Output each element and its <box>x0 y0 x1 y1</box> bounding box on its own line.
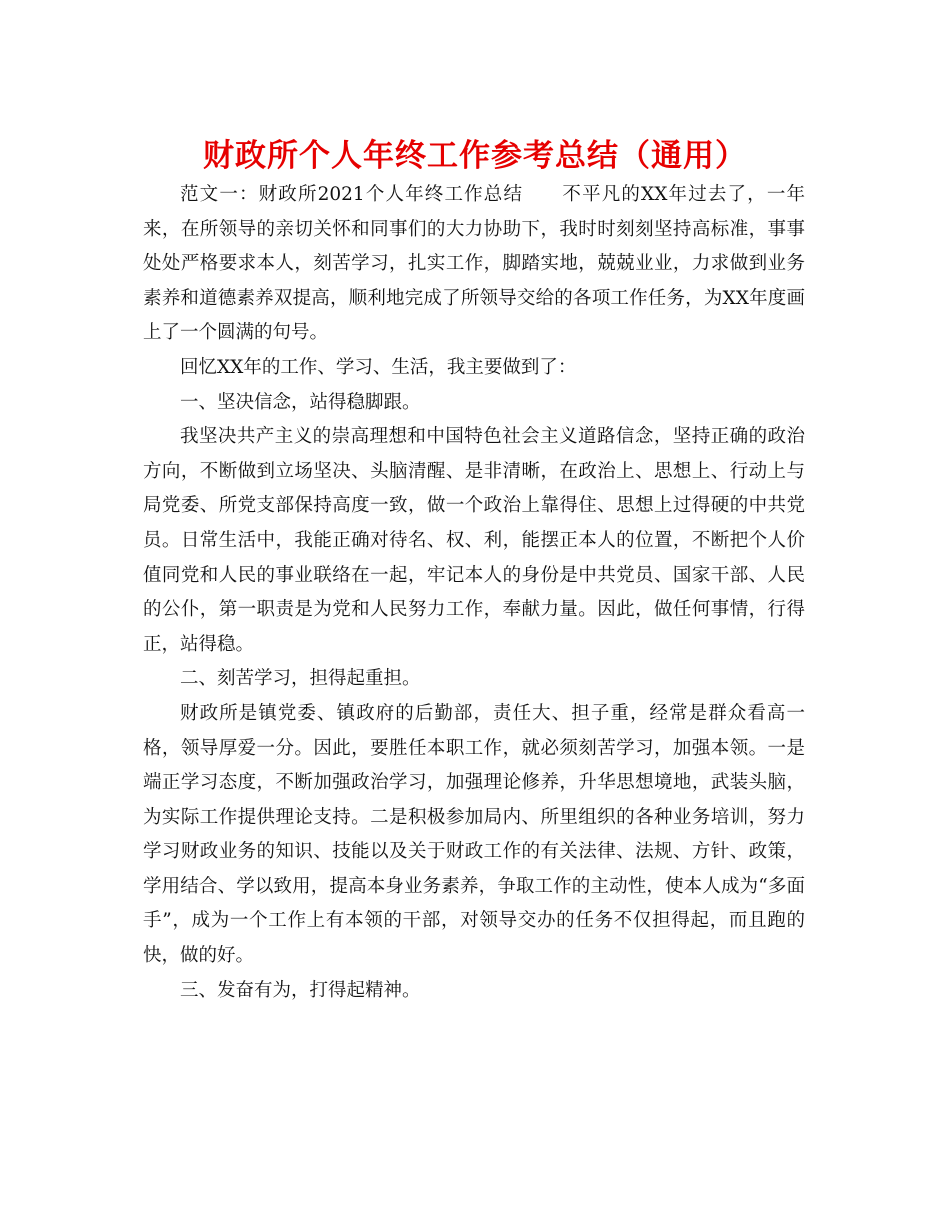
paragraph-intro: 范文一：财政所2021个人年终工作总结 不平凡的XX年过去了，一年来，在所领导的亲切关怀和同事们的大力协助下，我时时刻刻坚持高标准，事事处处严格要求本人，刻苦学习，扎实工作，脚踏实地，兢兢业业，力求做到业务素养和道德素养双提高，顺利地完成了所领导交给的各项工作任务，为XX年度画上了一个圆满的句号。 <box>143 184 805 344</box>
paragraph-review: 回忆XX年的工作、学习、生活，我主要做到了： <box>180 356 577 378</box>
section-heading-3: 三、发奋有为，打得起精神。 <box>180 979 421 1001</box>
document-body <box>143 178 805 1008</box>
section-heading-1: 一、坚决信念，站得稳脚跟。 <box>180 391 421 413</box>
document-title: 财政所个人年终工作参考总结（通用） <box>203 138 747 174</box>
paragraph-section-1: 我坚决共产主义的崇高理想和中国特色社会主义道路信念，坚持正确的政治方向，不断做到立场坚决、头脑清醒、是非清晰，在政治上、思想上、行动上与局党委、所党支部保持高度一致，做一个政治上靠得住、思想上过得硬的中共党员。日常生活中，我能正确对待名、权、利，能摆正本人的位置，不断把个人价值同党和人民的事业联络在一起，牢记本人的身份是中共党员、国家干部、人民的公仆，第一职责是为党和人民努力工作，奉献力量。因此，做任何事情，行得正，站得稳。 <box>143 426 805 655</box>
paragraph-section-2: 财政所是镇党委、镇政府的后勤部，责任大、担子重，经常是群众看高一格，领导厚爱一分。因此，要胜任本职工作，就必须刻苦学习，加强本领。一是端正学习态度，不断加强政治学习，加强理论修养，升华思想境地，武装头脑，为实际工作提供理论支持。二是积极参加局内、所里组织的各种业务培训，努力学习财政业务的知识、技能以及关于财政工作的有关法律、法规、方针、政策，学用结合、学以致用，提高本身业务素养，争取工作的主动性，使本人成为“多面手”，成为一个工作上有本领的干部，对领导交办的任务不仅担得起，而且跑的快，做的好。 <box>143 702 805 967</box>
section-heading-2: 二、刻苦学习，担得起重担。 <box>180 668 421 690</box>
